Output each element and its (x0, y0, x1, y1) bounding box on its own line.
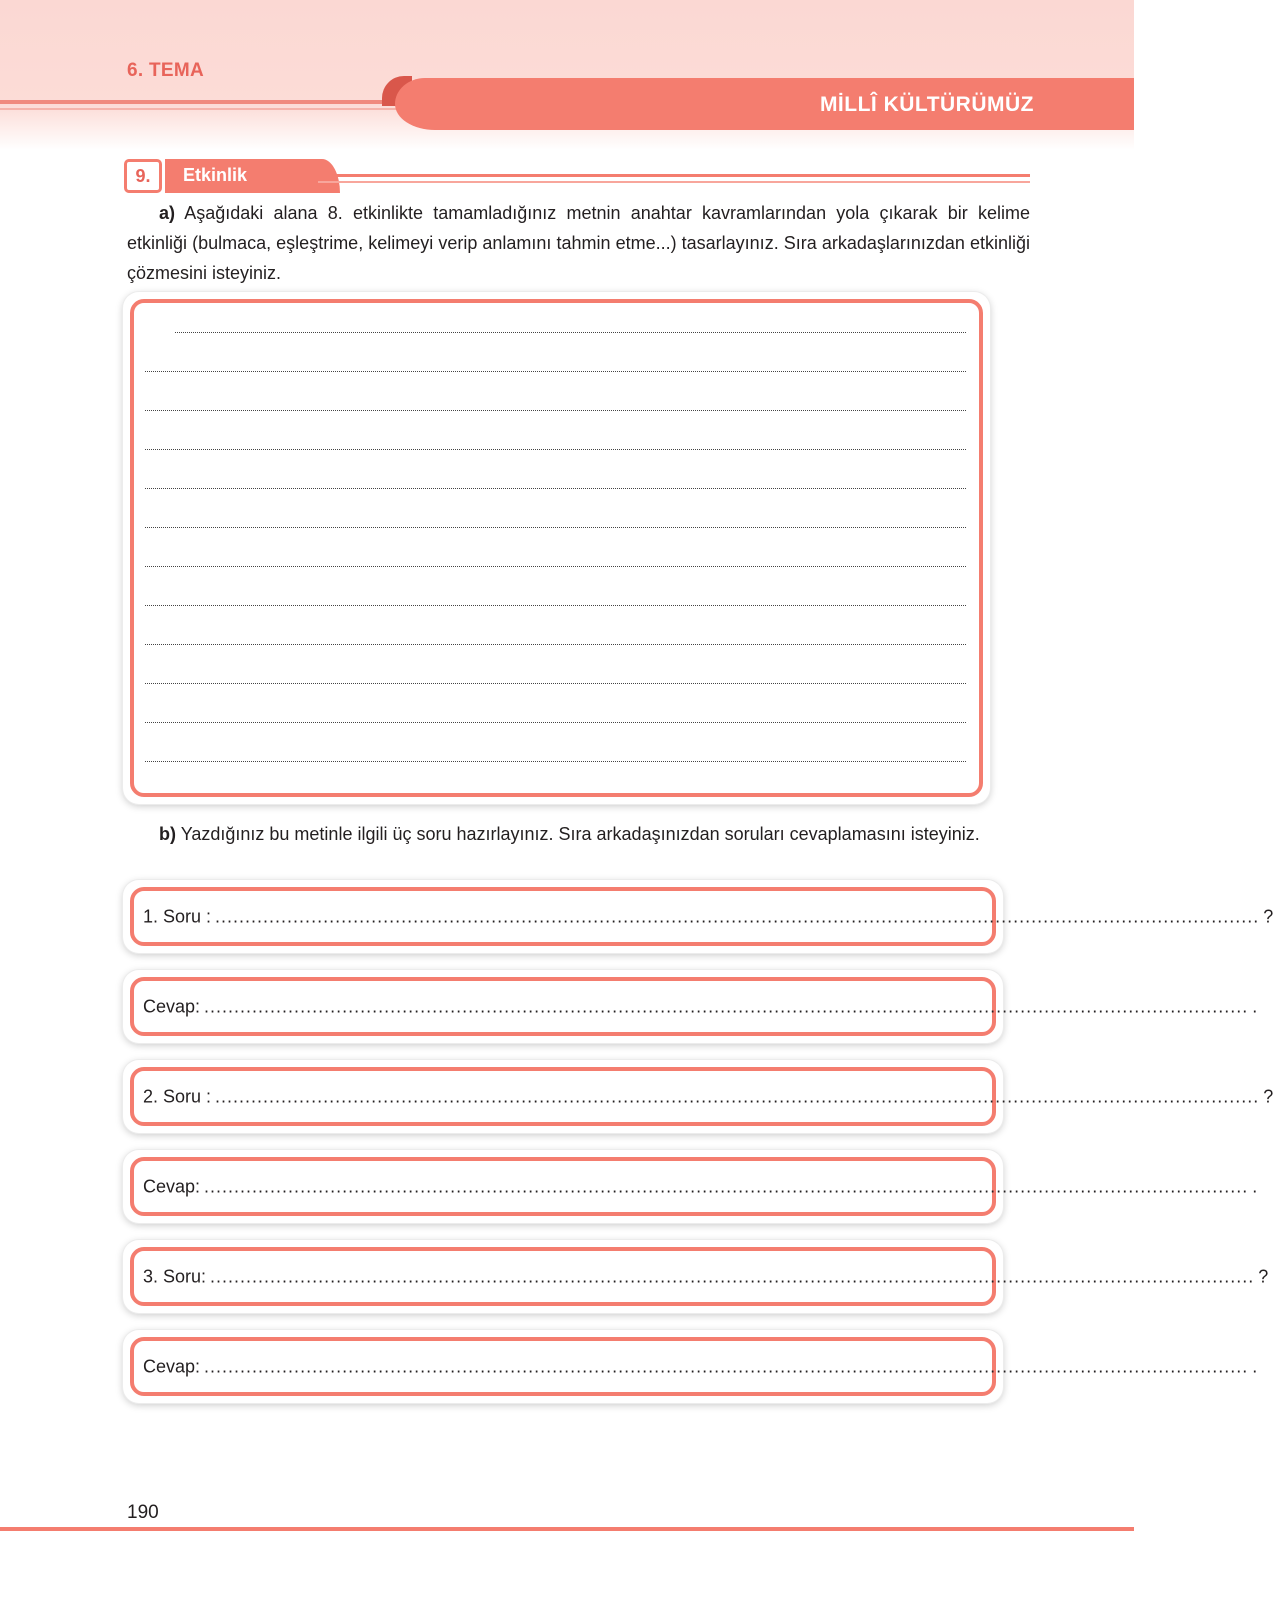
answer-dots: .............................................................................................................................................................................. (204, 1176, 1249, 1196)
activity-divider-thin (318, 181, 1030, 183)
writing-line[interactable] (145, 605, 966, 606)
question-label: 1. Soru : (143, 906, 212, 926)
answer-dots: .............................................................................................................................................................................. (204, 996, 1249, 1016)
part-a-instruction (127, 198, 1030, 288)
activity-label: Etkinlik (183, 165, 248, 185)
answer-box (123, 1150, 1258, 1223)
part-b-text: Yazdığınız bu metinle ilgili üç soru hazırlayınız. Sıra arkadaşınızdan soruları cevaplamasını isteyiniz. (180, 824, 980, 844)
activity-number: 9. (124, 159, 162, 193)
answer-dots: .............................................................................................................................................................................. (215, 906, 1260, 926)
question-box (123, 1060, 1273, 1133)
part-b-instruction (127, 822, 1030, 847)
page-title: MİLLÎ KÜLTÜRÜMÜZ (819, 93, 1034, 116)
activity-divider (318, 174, 1030, 177)
answer-box (123, 1330, 1258, 1403)
writing-line[interactable] (145, 566, 966, 567)
part-a-marker: a) (159, 203, 176, 223)
answer-dots: .............................................................................................................................................................................. (204, 1356, 1249, 1376)
writing-line[interactable] (145, 722, 966, 723)
part-a-text: Aşağıdaki alana 8. etkinlikte tamamladığınız metnin anahtar kavramlarından yola çıkarak bir kelime etkinliği (bulmaca, eşleştrime, kelimeyi verip anlamını tahmin etme...) tasarlayınız. Sıra arkadaşlarınızdan etkinliği çözmesini isteyiniz. (127, 203, 1031, 283)
answer-box (123, 970, 1258, 1043)
question-box (123, 1240, 1269, 1313)
answer-dots: .............................................................................................................................................................................. (210, 1266, 1255, 1286)
writing-line[interactable] (145, 488, 966, 489)
question-line[interactable] (143, 1266, 1269, 1287)
writing-line[interactable] (175, 332, 966, 333)
answer-line[interactable] (143, 1176, 1258, 1197)
answer-line[interactable] (143, 996, 1258, 1017)
header-divider-thin (0, 108, 420, 110)
question-mark: ? (1263, 1086, 1273, 1106)
writing-line[interactable] (145, 683, 966, 684)
answer-label: Cevap: (143, 996, 201, 1016)
writing-line[interactable] (145, 410, 966, 411)
writing-line[interactable] (145, 644, 966, 645)
footer-divider (0, 1527, 1134, 1531)
header-divider (0, 100, 400, 104)
writing-area (123, 292, 990, 804)
page-number: 190 (127, 1502, 159, 1523)
question-box (123, 880, 1273, 953)
answer-label: Cevap: (143, 1356, 201, 1376)
writing-line[interactable] (145, 449, 966, 450)
writing-line[interactable] (145, 761, 966, 762)
answer-period: . (1252, 1176, 1258, 1196)
question-line[interactable] (143, 906, 1273, 927)
part-b-marker: b) (159, 824, 176, 844)
writing-line[interactable] (145, 371, 966, 372)
question-mark: ? (1258, 1266, 1269, 1286)
answer-dots: .............................................................................................................................................................................. (215, 1086, 1260, 1106)
question-mark: ? (1263, 906, 1273, 926)
question-label: 2. Soru : (143, 1086, 212, 1106)
question-line[interactable] (143, 1086, 1273, 1107)
answer-period: . (1252, 996, 1258, 1016)
answer-period: . (1252, 1356, 1258, 1376)
question-label: 3. Soru: (143, 1266, 207, 1286)
theme-label: 6. TEMA (127, 60, 205, 81)
answer-label: Cevap: (143, 1176, 201, 1196)
answer-line[interactable] (143, 1356, 1258, 1377)
writing-line[interactable] (145, 527, 966, 528)
